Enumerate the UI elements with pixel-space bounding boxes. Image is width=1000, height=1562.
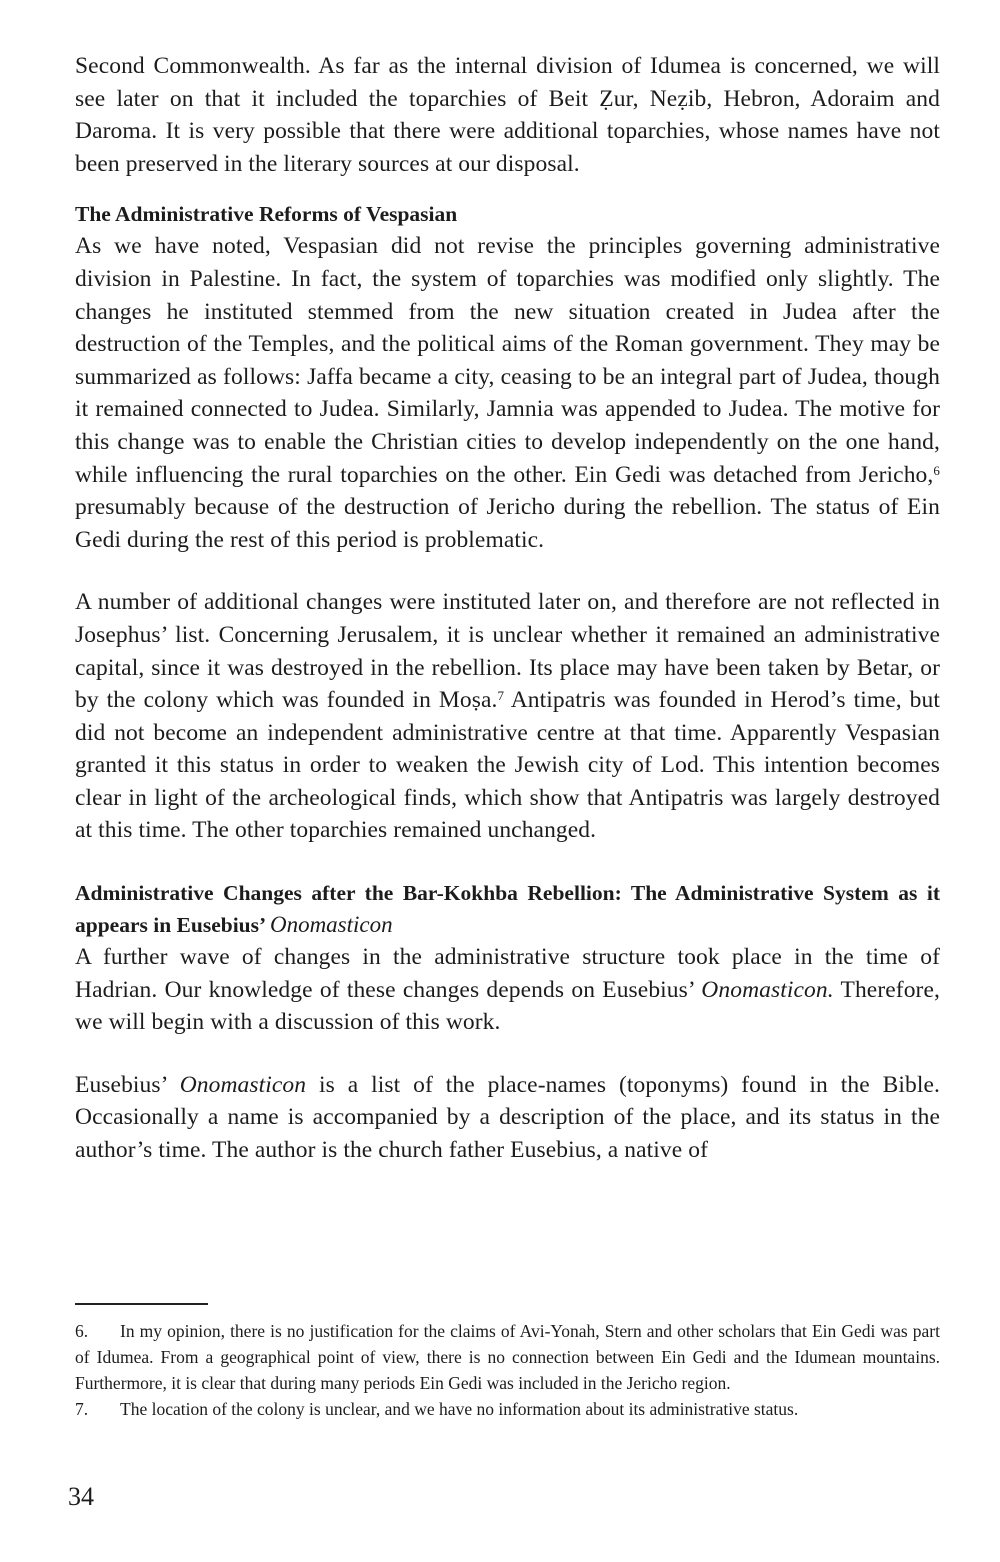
footnote-number: 7. bbox=[75, 1399, 89, 1419]
paragraph-text: Eusebius’ bbox=[75, 1071, 180, 1098]
paragraph-text: Therefore, we will begin with a discussion of this work. bbox=[75, 976, 940, 1036]
heading-text: Administrative Changes after the Bar-Kokhba Rebellion: The Administrative System as it appears in Eusebius’ bbox=[75, 881, 940, 938]
paragraph-additional-changes bbox=[75, 586, 940, 847]
footnote-text: In my opinion, there is no justification for the claims of Avi-Yonah, Stern and other scholars that Ein Gedi was part of Idumea. From a geographical point of view, there is no connection between Ein Gedi and the Idumean mountains. Furthermore, it is clear that during many periods Ein Gedi was included in the Jericho region. bbox=[75, 1321, 940, 1393]
page-number: 34 bbox=[68, 1482, 94, 1511]
paragraph-text: is a list of the place-names (toponyms) found in the Bible. Occasionally a name is accompanied by a description of the place, and its status in the author’s time. The author is the church father Eusebius, a native of bbox=[75, 1071, 941, 1164]
footnote-text: The location of the colony is unclear, and we have no information about its administrative status. bbox=[120, 1399, 799, 1419]
footnote-6 bbox=[75, 1318, 940, 1396]
footnote-number: 6. bbox=[75, 1321, 89, 1341]
page-body bbox=[75, 50, 940, 1167]
footnote-divider bbox=[75, 1303, 208, 1305]
footnote-7 bbox=[75, 1396, 940, 1422]
paragraph-text: A number of additional changes were instituted later on, and therefore are not reflected in Josephus’ list. Concerning Jerusalem, it is unclear whether it remained an administrative capital, since it was destroyed in the rebellion. Its place may have been taken by Betar, or by the colony which was founded in Moṣa. bbox=[75, 589, 940, 714]
heading-italic-title: Onomasticon bbox=[269, 912, 393, 938]
footnote-ref-6[interactable]: 6 bbox=[933, 462, 940, 478]
paragraph-hadrian-changes bbox=[75, 941, 940, 1039]
footnote-ref-7[interactable]: 7 bbox=[497, 688, 505, 704]
italic-title: Onomasticon bbox=[179, 1071, 307, 1098]
paragraph-onomasticon bbox=[75, 1069, 940, 1167]
paragraph-text: presumably because of the destruction of Jericho during the rebellion. The status of Ein Gedi during the rest of this period is problematic. bbox=[75, 494, 940, 553]
section-heading-bar-kokhba bbox=[75, 877, 940, 941]
paragraph-text: Antipatris was founded in Herod’s time, but did not become an independent administrative centre at that time. Apparently Vespasian granted it this status in order to weaken the Jewish city of Lod. This intention becomes clear in light of the archeological finds, which show that Antipatris was largely destroyed at this time. The other toparchies remained unchanged. bbox=[75, 687, 941, 844]
footnotes bbox=[75, 1318, 940, 1422]
paragraph-vespasian-reforms bbox=[75, 230, 940, 556]
paragraph-idumea: Second Commonwealth. As far as the internal division of Idumea is concerned, we will see later on that it included the toparchies of Beit Ẓur, Neẓib, Hebron, Adoraim and Daroma. It is very possible that there were additional toparchies, whose names have not been preserved in the literary sources at our disposal. bbox=[75, 53, 940, 177]
section-heading-vespasian: The Administrative Reforms of Vespasian bbox=[75, 202, 458, 227]
italic-title: Onomasticon. bbox=[701, 976, 834, 1003]
paragraph-text: As we have noted, Vespasian did not revise the principles governing administrative division in Palestine. In fact, the system of toparchies was modified only slightly. The changes he instituted stemmed from the new situation created in Judea after the destruction of the Temples, and the political aims of the Roman government. They may be summarized as follows: Jaffa became a city, ceasing to be an integral part of Judea, though it remained connected to Judea. Similarly, Jamnia was appended to Judea. The motive for this change was to enable the Christian cities to develop independently on the one hand, while influencing the rural toparchies on the other. Ein Gedi was detached from Jericho, bbox=[75, 233, 940, 488]
paragraph-text: A further wave of changes in the administrative structure took place in the time of Hadrian. Our knowledge of these changes depends on Eusebius’ bbox=[75, 944, 940, 1003]
